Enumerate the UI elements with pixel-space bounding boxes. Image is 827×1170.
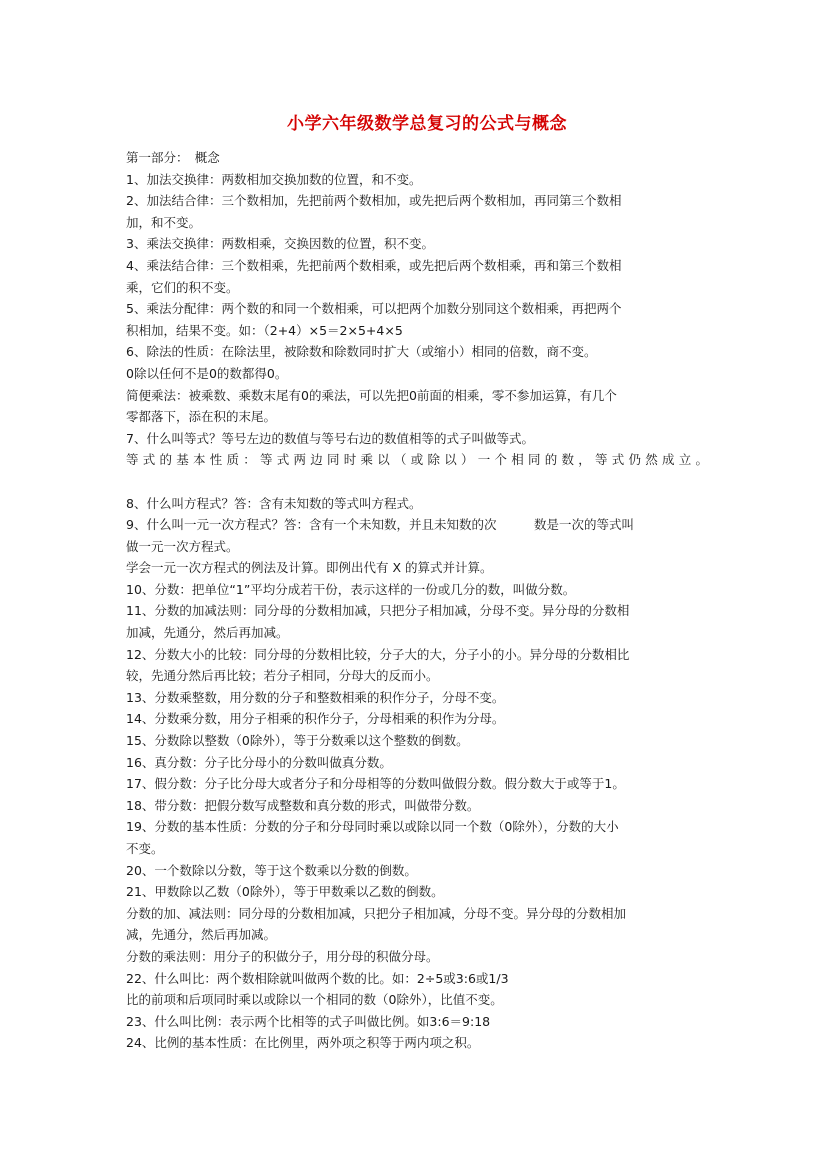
text-line: 比的前项和后项同时乘以或除以一个相同的数（0除外），比值不变。 [126,992,503,1008]
text-line: 16、真分数：分子比分母小的分数叫做真分数。 [126,754,392,770]
blank-line [126,471,708,493]
document-title: 小学六年级数学总复习的公式与概念 [287,114,567,134]
text-line: 5、乘法分配律：两个数的和同一个数相乘，可以把两个加数分别同这个数相乘，再把两个 [126,301,622,317]
text-line: 0除以任何不是0的数都得0。 [126,365,288,381]
text-line: 加，和不变。 [126,214,202,230]
text-line: 23、什么叫比例：表示两个比相等的式子叫做比例。如3:6＝9:18 [126,1013,491,1029]
text-line: 简便乘法：被乘数、乘数末尾有0的乘法，可以先把0前面的相乘，零不参加运算，有几个 [126,387,617,403]
text-line: 不变。 [126,841,164,856]
text-line: 11、分数的加减法则：同分母的分数相加减，只把分子相加减，分母不变。异分母的分数相 [126,603,630,619]
text-line: 21、甲数除以乙数（0除外），等于甲数乘以乙数的倒数。 [126,884,444,900]
text-line: 17、假分数：分子比分母大或者分子和分母相等的分数叫做假分数。假分数大于或等于1。 [126,776,625,792]
text-line: 等式的基本性质：等式两边同时乘以（或除以）一个相同的数，等式仍然成立。 [126,452,708,468]
text-line: 3、乘法交换律：两数相乘，交换因数的位置，积不变。 [126,236,434,252]
text-line: 4、乘法结合律：三个数相乘，先把前两个数相乘，或先把后两个数相乘，再和第三个数相 [126,257,622,273]
text-line: 24、比例的基本性质：在比例里，两外项之积等于两内项之积。 [126,1035,480,1051]
text-line: 9、什么叫一元一次方程式？答：含有一个未知数，并且未知数的次 数是一次的等式叫 [126,517,634,533]
text-line: 6、除法的性质：在除法里，被除数和除数同时扩大（或缩小）相同的倍数，商不变。 [126,344,597,360]
document-page [126,112,708,1054]
text-line: 1、加法交换律：两数相加交换加数的位置，和不变。 [126,171,422,187]
text-line: 19、分数的基本性质：分数的分子和分母同时乘以或除以同一个数（0除外），分数的大小 [126,819,619,835]
text-line: 20、一个数除以分数，等于这个数乘以分数的倒数。 [126,862,417,878]
text-line: 学会一元一次方程式的例法及计算。即例出代有 X 的算式并计算。 [126,560,493,576]
text-line: 积相加，结果不变。如：（2+4）×5＝2×5+4×5 [126,322,403,338]
text-line: 15、分数除以整数（0除外），等于分数乘以这个整数的倒数。 [126,733,469,749]
text-line: 第一部分： 概念 [126,150,220,165]
text-line: 分数的乘法则：用分子的积做分子，用分母的积做分母。 [126,948,439,964]
text-line: 加减，先通分，然后再加减。 [126,625,289,641]
text-line: 乘，它们的积不变。 [126,279,239,295]
document-body [126,147,708,1054]
text-line: 8、什么叫方程式？答：含有未知数的等式叫方程式。 [126,495,422,511]
text-line: 10、分数：把单位“1”平均分成若干份，表示这样的一份或几分的数，叫做分数。 [126,581,576,597]
text-line: 12、分数大小的比较：同分母的分数相比较，分子大的大，分子小的小。异分母的分数相比 [126,646,630,662]
text-line: 较，先通分然后再比较；若分子相同，分母大的反而小。 [126,668,439,684]
text-line: 14、分数乘分数，用分子相乘的积作分子，分母相乘的积作为分母。 [126,711,505,727]
text-line: 2、加法结合律：三个数相加，先把前两个数相加，或先把后两个数相加，再同第三个数相 [126,193,622,209]
text-line: 做一元一次方程式。 [126,538,239,554]
text-line: 18、带分数：把假分数写成整数和真分数的形式，叫做带分数。 [126,797,480,813]
text-line: 分数的加、减法则：同分母的分数相加减，只把分子相加减，分母不变。异分母的分数相加 [126,905,627,921]
text-line: 22、什么叫比：两个数相除就叫做两个数的比。如：2÷5或3:6或1/3 [126,970,509,986]
text-line: 13、分数乘整数，用分数的分子和整数相乘的积作分子，分母不变。 [126,689,505,705]
text-line: 7、什么叫等式？等号左边的数值与等号右边的数值相等的式子叫做等式。 [126,430,534,446]
text-line: 减，先通分，然后再加减。 [126,927,277,943]
text-line: 零都落下，添在积的末尾。 [126,409,277,425]
